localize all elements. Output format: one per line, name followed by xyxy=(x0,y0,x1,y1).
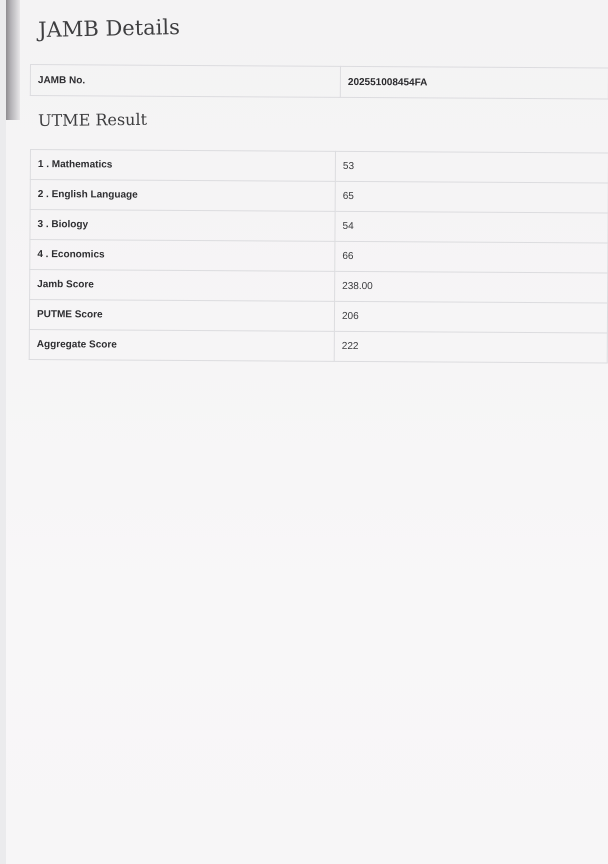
paper-sheet xyxy=(6,0,608,864)
subject-score: 66 xyxy=(335,241,608,273)
utme-result-table xyxy=(29,149,608,364)
putme-score-label: PUTME Score xyxy=(29,300,334,332)
aggregate-score-value: 222 xyxy=(334,331,607,363)
subject-score: 53 xyxy=(335,151,608,183)
subject-score: 54 xyxy=(335,211,608,243)
table-row xyxy=(30,270,608,304)
aggregate-score-label: Aggregate Score xyxy=(29,329,334,361)
utme-result-heading: UTME Result xyxy=(38,109,148,130)
subject-score: 65 xyxy=(335,181,608,213)
jamb-no-label: JAMB No. xyxy=(30,65,340,98)
table-row xyxy=(29,329,607,363)
jamb-details-heading: JAMB Details xyxy=(38,15,181,42)
jamb-details-table xyxy=(30,64,608,100)
table-row xyxy=(30,65,608,100)
subject-label: 1 . Mathematics xyxy=(30,150,335,182)
table-row xyxy=(29,300,607,334)
jamb-score-value: 238.00 xyxy=(335,271,608,303)
jamb-no-value: 202551008454FA xyxy=(340,66,608,99)
jamb-score-label: Jamb Score xyxy=(30,270,335,302)
subject-label: 3 . Biology xyxy=(30,210,335,242)
table-row xyxy=(30,150,608,184)
table-row xyxy=(30,180,608,214)
page-fold-shadow xyxy=(6,0,20,120)
table-row xyxy=(30,210,608,244)
table-row xyxy=(30,240,608,274)
subject-label: 4 . Economics xyxy=(30,240,335,272)
putme-score-value: 206 xyxy=(334,301,607,333)
subject-label: 2 . English Language xyxy=(30,180,335,212)
